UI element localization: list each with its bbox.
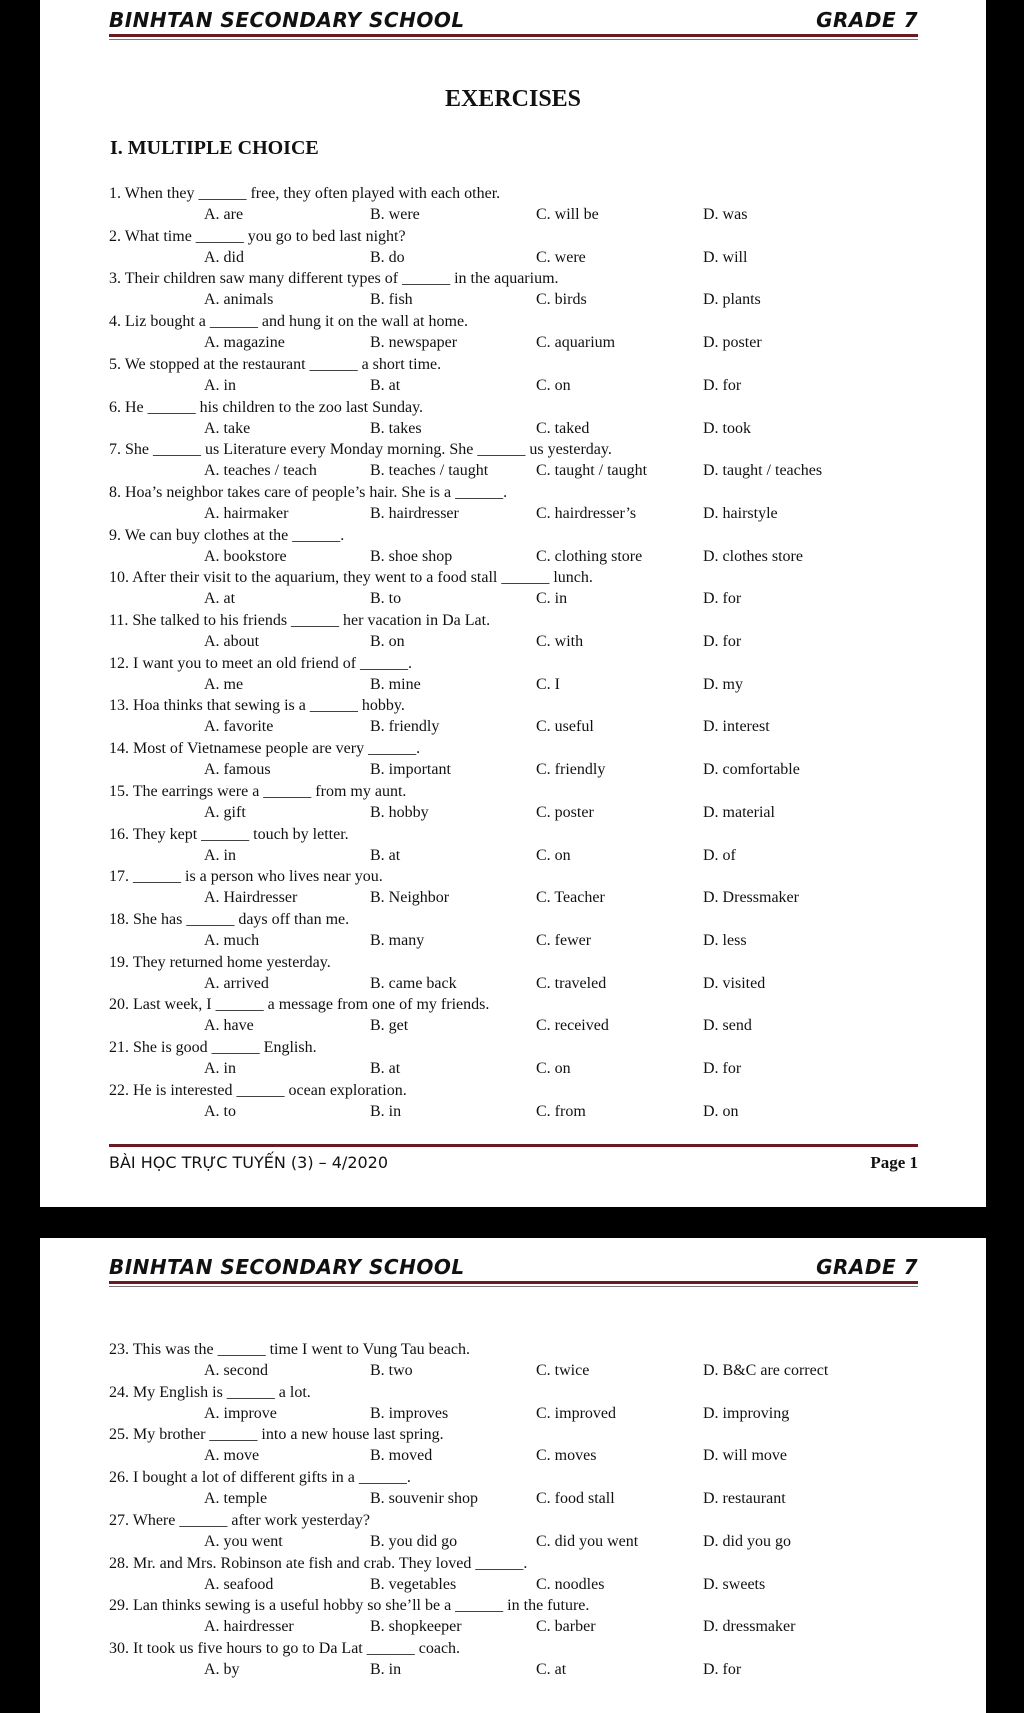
question-text: 21. She is good ______ English. bbox=[109, 1039, 317, 1056]
option-a: A. magazine bbox=[204, 334, 285, 352]
question-text: 19. They returned home yesterday. bbox=[109, 953, 331, 971]
question-item bbox=[109, 439, 929, 481]
option-a: A. did bbox=[204, 248, 244, 266]
question-item bbox=[109, 1467, 929, 1509]
option-c: C. clothing store bbox=[536, 547, 643, 565]
option-b: B. at bbox=[370, 376, 401, 394]
question-item bbox=[109, 738, 929, 780]
option-b: B. Neighbor bbox=[370, 889, 450, 907]
question-text: 15. The earrings were a ______ from my aunt. bbox=[109, 782, 407, 800]
question-text: 23. This was the ______ time I went to Vung Tau beach. bbox=[109, 1341, 470, 1358]
question-text: 30. It took us five hours to go to Da Lat ______ coach. bbox=[109, 1639, 461, 1657]
option-d: D. less bbox=[703, 931, 747, 949]
question-text: 11. She talked to his friends ______ her vacation in Da Lat. bbox=[109, 612, 491, 629]
option-b: B. were bbox=[370, 206, 420, 223]
answer-options bbox=[109, 973, 929, 994]
option-d: D. sweets bbox=[703, 1575, 766, 1593]
question-item bbox=[109, 482, 929, 524]
option-d: D. poster bbox=[703, 334, 762, 352]
question-text: 2. What time ______ you go to bed last night? bbox=[109, 227, 406, 245]
option-a: A. have bbox=[204, 1017, 254, 1035]
question-item bbox=[109, 1638, 929, 1680]
option-c: C. on bbox=[536, 376, 571, 394]
question-text: 22. He is interested ______ ocean exploration. bbox=[109, 1081, 407, 1099]
option-d: D. for bbox=[703, 376, 742, 394]
option-d: D. improving bbox=[703, 1404, 790, 1422]
option-b: B. at bbox=[370, 846, 401, 864]
option-d: D. of bbox=[703, 846, 736, 864]
option-b: B. mine bbox=[370, 675, 421, 693]
answer-options bbox=[109, 631, 929, 652]
question-text: 20. Last week, I ______ a message from one of my friends. bbox=[109, 996, 490, 1014]
option-b: B. shopkeeper bbox=[370, 1618, 462, 1636]
question-item bbox=[109, 824, 929, 866]
option-c: C. received bbox=[536, 1017, 609, 1035]
answer-options bbox=[109, 332, 929, 353]
option-c: C. noodles bbox=[536, 1575, 605, 1593]
question-text: 7. She ______ us Literature every Monday morning. She ______ us yesterday. bbox=[109, 441, 612, 459]
option-b: B. came back bbox=[370, 974, 457, 992]
option-a: A. Hairdresser bbox=[204, 889, 298, 907]
header-rule bbox=[109, 1281, 918, 1284]
option-d: D. comfortable bbox=[703, 761, 800, 779]
question-text: 4. Liz bought a ______ and hung it on the wall at home. bbox=[109, 313, 469, 331]
option-a: A. famous bbox=[204, 761, 271, 779]
option-d: D. restaurant bbox=[703, 1490, 786, 1508]
grade-label: GRADE 7 bbox=[816, 1255, 918, 1279]
question-item bbox=[109, 866, 929, 908]
option-b: B. many bbox=[370, 931, 425, 949]
answer-options bbox=[109, 716, 929, 737]
question-item bbox=[109, 653, 929, 695]
option-b: B. hobby bbox=[370, 803, 429, 821]
school-name: BINHTAN SECONDARY SCHOOL bbox=[109, 8, 465, 32]
option-a: A. much bbox=[204, 931, 260, 949]
answer-options bbox=[109, 418, 929, 439]
option-a: A. you went bbox=[204, 1532, 283, 1550]
question-text: 29. Lan thinks sewing is a useful hobby so she’ll be a ______ in the future. bbox=[109, 1597, 590, 1615]
answer-options bbox=[109, 588, 929, 609]
option-d: D. clothes store bbox=[703, 547, 803, 565]
page-footer bbox=[109, 1153, 918, 1173]
option-a: A. animals bbox=[204, 291, 274, 309]
option-c: C. birds bbox=[536, 291, 587, 309]
question-item bbox=[109, 567, 929, 609]
option-d: D. dressmaker bbox=[703, 1618, 796, 1636]
option-d: D. will bbox=[703, 248, 748, 266]
option-b: B. newspaper bbox=[370, 334, 458, 352]
option-c: C. barber bbox=[536, 1618, 596, 1636]
question-item bbox=[109, 268, 929, 310]
question-text: 1. When they ______ free, they often played with each other. bbox=[109, 185, 501, 202]
worksheet-page-2 bbox=[40, 1238, 986, 1713]
option-d: D. was bbox=[703, 206, 748, 223]
option-b: B. hairdresser bbox=[370, 504, 459, 522]
option-d: D. took bbox=[703, 419, 751, 437]
option-c: C. were bbox=[536, 248, 586, 266]
option-d: D. hairstyle bbox=[703, 504, 778, 522]
question-text: 8. Hoa’s neighbor takes care of people’s hair. She is a ______. bbox=[109, 483, 508, 501]
answer-options bbox=[109, 546, 929, 567]
option-b: B. on bbox=[370, 633, 405, 650]
answer-options bbox=[109, 460, 929, 481]
question-item bbox=[109, 1553, 929, 1595]
question-text: 5. We stopped at the restaurant ______ a short time. bbox=[109, 355, 442, 373]
option-c: C. food stall bbox=[536, 1490, 615, 1508]
answer-options bbox=[109, 204, 929, 225]
question-item bbox=[109, 1595, 929, 1637]
option-c: C. taught / taught bbox=[536, 462, 648, 480]
option-a: A. to bbox=[204, 1102, 236, 1120]
question-text: 14. Most of Vietnamese people are very ______. bbox=[109, 740, 421, 758]
option-a: A. gift bbox=[204, 803, 246, 821]
option-a: A. me bbox=[204, 675, 244, 693]
header-rule-thin bbox=[109, 39, 918, 40]
option-d: D. B&C are correct bbox=[703, 1362, 829, 1379]
option-d: D. Dressmaker bbox=[703, 889, 799, 907]
option-c: C. Teacher bbox=[536, 889, 605, 907]
question-text: 26. I bought a lot of different gifts in a ______. bbox=[109, 1469, 411, 1487]
option-a: A. seafood bbox=[204, 1575, 274, 1593]
question-item bbox=[109, 952, 929, 994]
question-item bbox=[109, 610, 929, 652]
answer-options bbox=[109, 759, 929, 780]
option-c: C. hairdresser’s bbox=[536, 504, 637, 522]
option-b: B. in bbox=[370, 1660, 402, 1678]
option-b: B. two bbox=[370, 1362, 413, 1379]
option-c: C. fewer bbox=[536, 931, 592, 949]
question-item bbox=[109, 311, 929, 353]
answer-options bbox=[109, 674, 929, 695]
option-d: D. for bbox=[703, 1660, 742, 1678]
answer-options bbox=[109, 930, 929, 951]
option-d: D. will move bbox=[703, 1447, 787, 1465]
option-d: D. for bbox=[703, 590, 742, 608]
question-item bbox=[109, 1382, 929, 1424]
question-item bbox=[109, 354, 929, 396]
option-d: D. send bbox=[703, 1017, 752, 1035]
footer-course-label: BÀI HỌC TRỰC TUYẾN (3) – 4/2020 bbox=[109, 1153, 389, 1172]
answer-options bbox=[109, 503, 929, 524]
answer-options bbox=[109, 1101, 929, 1122]
option-b: B. to bbox=[370, 590, 402, 608]
option-c: C. did you went bbox=[536, 1532, 639, 1550]
header-rule-thin bbox=[109, 1286, 918, 1287]
question-text: 9. We can buy clothes at the ______. bbox=[109, 526, 345, 544]
worksheet-page-1 bbox=[40, 0, 986, 1207]
option-d: D. material bbox=[703, 803, 775, 821]
answer-options bbox=[109, 1574, 929, 1595]
option-c: C. taked bbox=[536, 419, 590, 437]
option-c: C. I bbox=[536, 675, 560, 693]
option-b: B. friendly bbox=[370, 718, 440, 736]
answer-options bbox=[109, 375, 929, 396]
option-c: C. on bbox=[536, 1060, 571, 1077]
question-text: 27. Where ______ after work yesterday? bbox=[109, 1511, 370, 1529]
answer-options bbox=[109, 1445, 929, 1466]
question-text: 3. Their children saw many different types of ______ in the aquarium. bbox=[109, 270, 559, 288]
option-a: A. are bbox=[204, 206, 244, 223]
answer-options bbox=[109, 1531, 929, 1552]
option-b: B. vegetables bbox=[370, 1575, 457, 1593]
question-item bbox=[109, 781, 929, 823]
option-a: A. improve bbox=[204, 1404, 277, 1422]
question-text: 17. ______ is a person who lives near you. bbox=[109, 868, 383, 886]
option-c: C. twice bbox=[536, 1362, 590, 1379]
answer-options bbox=[109, 1403, 929, 1424]
school-name: BINHTAN SECONDARY SCHOOL bbox=[109, 1255, 465, 1279]
option-a: A. move bbox=[204, 1447, 260, 1465]
option-a: A. in bbox=[204, 1060, 236, 1077]
option-c: C. poster bbox=[536, 803, 594, 821]
header-rule bbox=[109, 34, 918, 37]
option-b: B. shoe shop bbox=[370, 547, 453, 565]
question-item bbox=[109, 226, 929, 268]
question-item bbox=[109, 525, 929, 567]
question-text: 10. After their visit to the aquarium, they went to a food stall ______ lunch. bbox=[109, 569, 593, 587]
option-c: C. from bbox=[536, 1102, 586, 1120]
answer-options bbox=[109, 887, 929, 908]
option-a: A. temple bbox=[204, 1490, 268, 1508]
section-heading: I. MULTIPLE CHOICE bbox=[110, 137, 319, 159]
answer-options bbox=[109, 1659, 929, 1680]
question-item bbox=[109, 1510, 929, 1552]
option-a: A. arrived bbox=[204, 974, 269, 992]
option-b: B. get bbox=[370, 1017, 409, 1035]
option-d: D. on bbox=[703, 1102, 739, 1120]
option-c: C. useful bbox=[536, 718, 594, 736]
question-text: 18. She has ______ days off than me. bbox=[109, 910, 350, 928]
answer-options bbox=[109, 247, 929, 268]
option-a: A. hairdresser bbox=[204, 1618, 294, 1636]
footer-rule bbox=[109, 1144, 918, 1147]
option-b: B. improves bbox=[370, 1404, 449, 1422]
question-item bbox=[109, 695, 929, 737]
question-item bbox=[109, 1037, 929, 1079]
answer-options bbox=[109, 1616, 929, 1637]
option-c: C. improved bbox=[536, 1404, 616, 1422]
question-text: 28. Mr. and Mrs. Robinson ate fish and crab. They loved ______. bbox=[109, 1554, 528, 1572]
option-d: D. for bbox=[703, 633, 742, 650]
option-c: C. aquarium bbox=[536, 334, 616, 352]
question-text: 25. My brother ______ into a new house last spring. bbox=[109, 1426, 444, 1444]
option-a: A. in bbox=[204, 846, 236, 864]
answer-options bbox=[109, 1015, 929, 1036]
option-b: B. do bbox=[370, 248, 405, 266]
option-b: B. moved bbox=[370, 1447, 433, 1465]
page-number: Page 1 bbox=[870, 1153, 918, 1172]
option-c: C. on bbox=[536, 846, 571, 864]
option-a: A. teaches / teach bbox=[204, 462, 317, 480]
question-item bbox=[109, 183, 929, 225]
answer-options bbox=[109, 1360, 929, 1381]
option-b: B. takes bbox=[370, 419, 422, 437]
option-b: B. in bbox=[370, 1102, 402, 1120]
option-b: B. teaches / taught bbox=[370, 462, 489, 480]
option-c: C. moves bbox=[536, 1447, 597, 1465]
option-a: A. about bbox=[204, 633, 260, 650]
answer-options bbox=[109, 1488, 929, 1509]
option-d: D. interest bbox=[703, 718, 770, 736]
question-item bbox=[109, 1080, 929, 1122]
option-a: A. in bbox=[204, 376, 236, 394]
option-d: D. my bbox=[703, 675, 743, 693]
answer-options bbox=[109, 1058, 929, 1079]
question-text: 16. They kept ______ touch by letter. bbox=[109, 825, 349, 843]
option-d: D. for bbox=[703, 1060, 742, 1077]
grade-label: GRADE 7 bbox=[816, 8, 918, 32]
option-c: C. will be bbox=[536, 206, 599, 223]
option-b: B. fish bbox=[370, 291, 413, 309]
option-c: C. at bbox=[536, 1660, 567, 1678]
question-item bbox=[109, 1339, 929, 1381]
option-b: B. at bbox=[370, 1060, 401, 1077]
option-c: C. friendly bbox=[536, 761, 606, 779]
question-text: 13. Hoa thinks that sewing is a ______ hobby. bbox=[109, 697, 405, 715]
option-a: A. second bbox=[204, 1362, 268, 1379]
option-d: D. visited bbox=[703, 974, 766, 992]
answer-options bbox=[109, 845, 929, 866]
question-text: 6. He ______ his children to the zoo last Sunday. bbox=[109, 398, 424, 416]
answer-options bbox=[109, 802, 929, 823]
question-item bbox=[109, 397, 929, 439]
option-a: A. at bbox=[204, 590, 236, 608]
question-item bbox=[109, 1424, 929, 1466]
option-b: B. you did go bbox=[370, 1532, 458, 1550]
option-a: A. by bbox=[204, 1660, 240, 1678]
option-c: C. with bbox=[536, 633, 584, 650]
option-a: A. take bbox=[204, 419, 251, 437]
question-text: 24. My English is ______ a lot. bbox=[109, 1383, 311, 1401]
question-item bbox=[109, 909, 929, 951]
option-d: D. taught / teaches bbox=[703, 462, 823, 480]
option-a: A. hairmaker bbox=[204, 504, 289, 522]
option-a: A. bookstore bbox=[204, 547, 287, 565]
option-b: B. important bbox=[370, 761, 451, 779]
page-title: EXERCISES bbox=[444, 86, 582, 112]
question-item bbox=[109, 994, 929, 1036]
question-text: 12. I want you to meet an old friend of ______. bbox=[109, 654, 413, 672]
option-c: C. traveled bbox=[536, 974, 607, 992]
option-b: B. souvenir shop bbox=[370, 1490, 478, 1508]
answer-options bbox=[109, 289, 929, 310]
option-a: A. favorite bbox=[204, 718, 274, 736]
option-c: C. in bbox=[536, 590, 568, 608]
option-d: D. did you go bbox=[703, 1532, 791, 1550]
option-d: D. plants bbox=[703, 291, 761, 309]
